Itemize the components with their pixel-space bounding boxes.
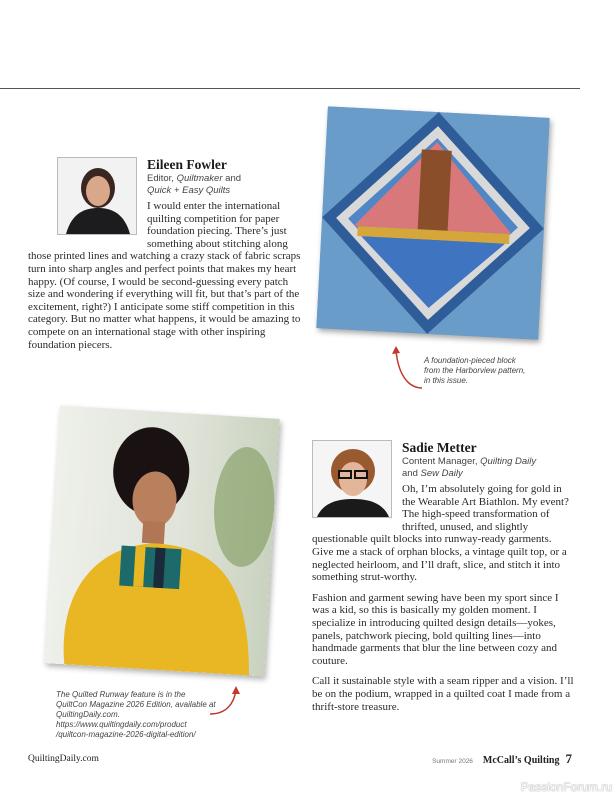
eileen-name: Eileen Fowler [147, 157, 227, 172]
caption-line: in this issue. [424, 376, 469, 385]
bio-sadie [312, 440, 574, 721]
arrow-icon [390, 344, 426, 394]
sadie-paragraph: Call it sustainable style with a seam ripper and a vision. I’ll be on the podium, wrapped in a quilted coat I made from a thrift-store treasure. [312, 675, 574, 713]
footer-magazine: McCall’s Quilting [482, 755, 560, 766]
sadie-paragraph: Oh, I’m absolutely going for gold in the Wearable Art Biathlon. My event? The high-speed transformation of thrifted, unused, and slightly questionable quilt blocks into runway-ready garments. Give me a stack of orphan blocks, a vintage quilt top, or a neglected heirloom, and I’ll draft, slice, and stitch it into something strut-worthy. [312, 483, 569, 584]
caption-line: from the Harborview pattern, [424, 366, 526, 375]
bio-eileen [28, 157, 304, 359]
sadie-name: Sadie Metter [402, 440, 477, 455]
footer-folio [432, 751, 572, 767]
page-number: 7 [565, 751, 572, 766]
footer-site: QuiltingDaily.com [28, 754, 99, 764]
caption-link[interactable]: https://www.quiltingdaily.com/product [56, 720, 187, 729]
footer-season: Summer 2026 [432, 758, 473, 765]
sadie-paragraph: Fashion and garment sewing have been my sport since I was a kid, so this is basically my golden moment. I specialize in introducing quilted design details—yokes, panels, patchwork piecing, bold quilting lines—into handmade garments that blur the line between cozy and couture. [312, 591, 559, 667]
sadie-role: Content Manager, Quilting Daily and Sew Daily [402, 456, 537, 479]
quilt-caption [424, 356, 525, 386]
avatar-eileen [57, 157, 137, 235]
eileen-role: Editor, Quiltmaker and Quick + Easy Quilts [147, 173, 242, 196]
caption-line: A foundation-pieced block [424, 356, 516, 365]
caption-link[interactable]: /quiltcon-magazine-2026-digital-edition/ [56, 730, 196, 739]
runway-caption [56, 690, 216, 740]
arrow-icon [206, 684, 242, 720]
caption-line: QuiltCon Magazine 2026 Edition, available at [56, 700, 216, 709]
caption-line: QuiltingDaily.com. [56, 710, 120, 719]
runway-photo [44, 406, 279, 677]
quilt-block-photo [316, 106, 549, 339]
top-rule [0, 88, 580, 89]
avatar-sadie [312, 440, 392, 518]
eileen-body: I would enter the international quilting competition for paper foundation piecing. There’s just something about stitching along those printed lines and watching a crazy stack of fabric scraps turn into sharp angles and perfect points that makes my heart happy. (Of course, I would be second-guessing every patch size and wondering if everything will fit, but that’s part of the excitement, right?) I anticipate some stiff competition in this category. But no matter what happens, it would be amazing to compete on an international stage with other inspiring foundation piecers. [28, 200, 301, 351]
watermark: PassionForum.ru [520, 780, 612, 794]
caption-line: The Quilted Runway feature is in the [56, 690, 186, 699]
